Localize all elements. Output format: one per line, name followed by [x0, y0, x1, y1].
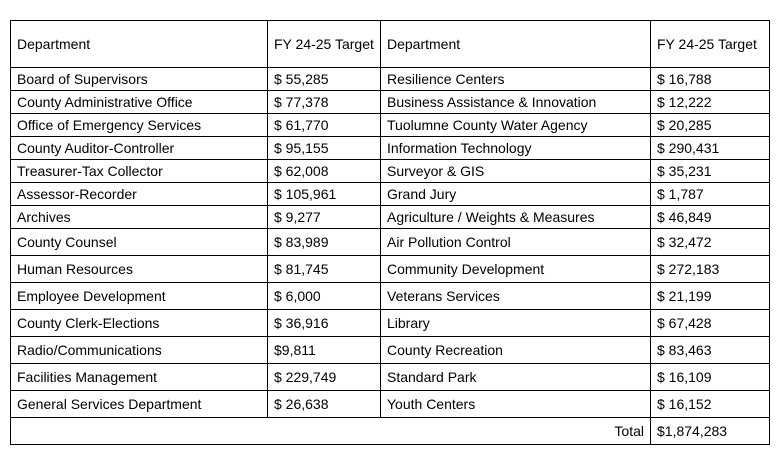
department-name-left: Employee Development [11, 283, 268, 310]
budget-table-container [10, 20, 769, 445]
target-value-right: $ 67,428 [651, 310, 770, 337]
department-name-right: Agriculture / Weights & Measures [381, 206, 651, 229]
table-row [11, 310, 770, 337]
table-row [11, 206, 770, 229]
department-name-right: Tuolumne County Water Agency [381, 114, 651, 137]
target-value-left: $ 26,638 [268, 391, 381, 418]
total-value: $1,874,283 [651, 418, 770, 445]
department-name-left: County Counsel [11, 229, 268, 256]
department-name-left: Radio/Communications [11, 337, 268, 364]
target-value-left: $ 81,745 [268, 256, 381, 283]
department-name-left: County Administrative Office [11, 91, 268, 114]
department-name-left: County Clerk-Elections [11, 310, 268, 337]
department-name-left: Assessor-Recorder [11, 183, 268, 206]
target-value-right: $ 16,109 [651, 364, 770, 391]
table-row [11, 137, 770, 160]
header-target-left: FY 24-25 Target [268, 21, 381, 68]
target-value-left: $ 229,749 [268, 364, 381, 391]
total-label: Total [11, 418, 651, 445]
target-value-right: $ 21,199 [651, 283, 770, 310]
target-value-left: $ 77,378 [268, 91, 381, 114]
target-value-right: $ 16,152 [651, 391, 770, 418]
target-value-right: $ 272,183 [651, 256, 770, 283]
target-value-left: $9,811 [268, 337, 381, 364]
target-value-left: $ 6,000 [268, 283, 381, 310]
target-value-left: $ 9,277 [268, 206, 381, 229]
target-value-right: $ 12,222 [651, 91, 770, 114]
department-name-right: Business Assistance & Innovation [381, 91, 651, 114]
department-name-right: County Recreation [381, 337, 651, 364]
target-value-left: $ 95,155 [268, 137, 381, 160]
table-row [11, 68, 770, 91]
target-value-left: $ 36,916 [268, 310, 381, 337]
target-value-left: $ 55,285 [268, 68, 381, 91]
department-name-right: Youth Centers [381, 391, 651, 418]
department-name-right: Air Pollution Control [381, 229, 651, 256]
table-row [11, 91, 770, 114]
target-value-left: $ 61,770 [268, 114, 381, 137]
target-value-left: $ 62,008 [268, 160, 381, 183]
target-value-right: $ 46,849 [651, 206, 770, 229]
department-name-right: Information Technology [381, 137, 651, 160]
target-value-right: $ 16,788 [651, 68, 770, 91]
target-value-right: $ 1,787 [651, 183, 770, 206]
department-name-left: County Auditor-Controller [11, 137, 268, 160]
header-department-left: Department [11, 21, 268, 68]
table-row [11, 337, 770, 364]
department-name-right: Library [381, 310, 651, 337]
department-name-left: Office of Emergency Services [11, 114, 268, 137]
department-name-left: Facilities Management [11, 364, 268, 391]
department-name-right: Surveyor & GIS [381, 160, 651, 183]
department-targets-table [10, 20, 770, 445]
department-name-right: Grand Jury [381, 183, 651, 206]
target-value-right: $ 290,431 [651, 137, 770, 160]
target-value-right: $ 83,463 [651, 337, 770, 364]
department-name-right: Veterans Services [381, 283, 651, 310]
table-row [11, 229, 770, 256]
table-header-row [11, 21, 770, 68]
target-value-right: $ 20,285 [651, 114, 770, 137]
department-name-left: Archives [11, 206, 268, 229]
department-name-right: Resilience Centers [381, 68, 651, 91]
department-name-right: Standard Park [381, 364, 651, 391]
table-row [11, 256, 770, 283]
target-value-left: $ 83,989 [268, 229, 381, 256]
table-row [11, 283, 770, 310]
table-row [11, 114, 770, 137]
header-target-right: FY 24-25 Target [651, 21, 770, 68]
department-name-left: Human Resources [11, 256, 268, 283]
target-value-right: $ 35,231 [651, 160, 770, 183]
table-row [11, 183, 770, 206]
department-name-left: Treasurer-Tax Collector [11, 160, 268, 183]
target-value-right: $ 32,472 [651, 229, 770, 256]
target-value-left: $ 105,961 [268, 183, 381, 206]
header-department-right: Department [381, 21, 651, 68]
department-name-right: Community Development [381, 256, 651, 283]
table-row [11, 391, 770, 418]
total-row [11, 418, 770, 445]
table-row [11, 364, 770, 391]
table-row [11, 160, 770, 183]
department-name-left: Board of Supervisors [11, 68, 268, 91]
department-name-left: General Services Department [11, 391, 268, 418]
